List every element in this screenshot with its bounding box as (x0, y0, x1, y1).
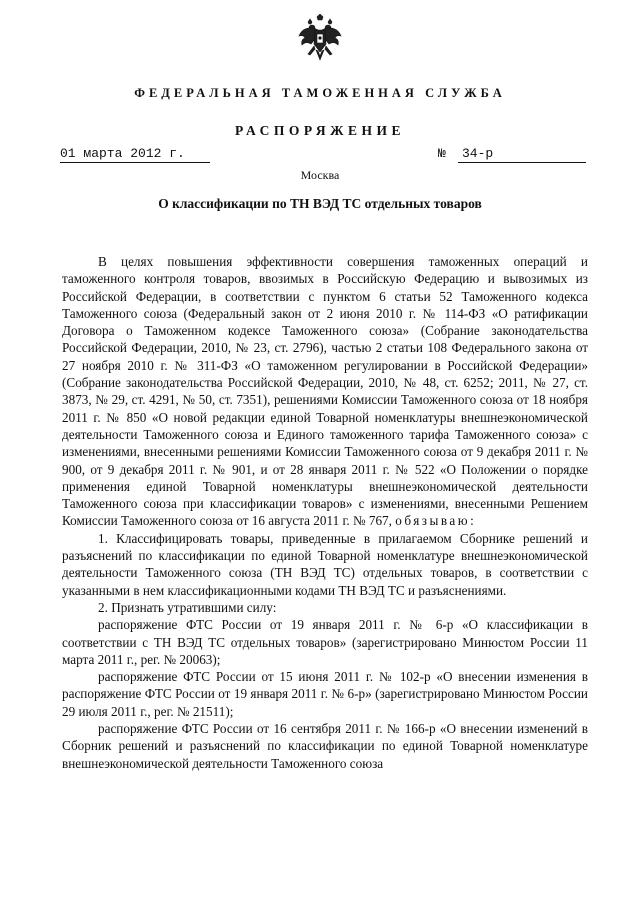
number-label: № (438, 146, 446, 161)
preamble-paragraph (62, 253, 588, 530)
preamble-text: В целях повышения эффективности совершения таможенных операций и таможенного контроля товаров, ввозимых в Российскую Федерацию и вывозимых из Российской Федерации, в соответствии с пунктом 6 статьи 52 Таможенного кодекса Таможенного союза (Федеральный закон от 2 июня 2010 г. № 114-ФЗ «О ратификации Договора о Таможенном кодексе Таможенного союза» (Собрание законодательства Российской Федерации, 2010, № 23, ст. 2796), частью 2 статьи 108 Федерального закона от 27 ноября 2010 г. № 311-ФЗ «О таможенном регулировании в Российской Федерации» (Собрание законодательства Российской Федерации, 2010, № 48, ст. 6252; 2011, № 27, ст. 3873, № 29, ст. 4291, № 50, ст. 7351), решениями Комиссии Таможенного союза от 18 ноября 2011 г. № 850 «О новой редакции единой Товарной номенклатуры внешнеэкономической деятельности Таможенного союза и Единого таможенного тарифа Таможенного союза» с изменениями, внесенными решениями Комиссии Таможенного союза от 9 декабря 2011 г. № 900, от 9 декабря 2011 г. № 901, и от 28 января 2011 г. № 522 «О Положении о порядке применения единой Товарной номенклатуры внешнеэкономической деятельности Таможенного союза при классификации товаров» с изменениями, внесенными Решением Комиссии Таможенного союза от 16 августа 2011 г. № 767, (62, 254, 588, 529)
item-2b: распоряжение ФТС России от 15 июня 2011 г. № 102-р «О внесении изменения в распоряжение ФТС России от 19 января 2011 г. № 6-р» (зарегистрировано Минюстом России 29 июля 2011 г., рег. № 21511); (62, 669, 588, 719)
item-1: 1. Классифицировать товары, приведенные в прилагаемом Сборнике решений и разъяснений по классификации по единой Товарной номенклатуре внешнеэкономической деятельности Таможенного союза (ТН ВЭД ТС) отдельных товаров, в соответствии с указанными в нем классификационными кодами ТН ВЭД ТС и разъяснениями. (62, 530, 588, 598)
item-2c: распоряжение ФТС России от 16 сентября 2011 г. № 166-р «О внесении изменений в Сборник решений и разъяснений по классификации по единой Товарной номенклатуре внешнеэкономической деятельности Таможенного союза (62, 721, 588, 771)
obligate-word: обязываю: (395, 513, 477, 529)
document-subject: О классификации по ТН ВЭД ТС отдельных товаров (158, 196, 482, 211)
document-number: 34-р (458, 146, 586, 163)
double-headed-eagle-emblem-icon (298, 14, 342, 64)
item-2: 2. Признать утратившими силу: (98, 599, 277, 615)
agency-title: ФЕДЕРАЛЬНАЯ ТАМОЖЕННАЯ СЛУЖБА (134, 86, 506, 100)
item-2a: распоряжение ФТС России от 19 января 2011 г. № 6-р «О классификации в соответствии с ТН ВЭД ТС отдельных товаров» (зарегистрировано Минюстом России 11 марта 2011 г., рег. № 20063); (62, 617, 588, 667)
document-body (62, 253, 588, 772)
document-date: 01 марта 2012 г. (60, 146, 210, 163)
document-type: РАСПОРЯЖЕНИЕ (234, 123, 406, 138)
city: Москва (300, 168, 340, 182)
